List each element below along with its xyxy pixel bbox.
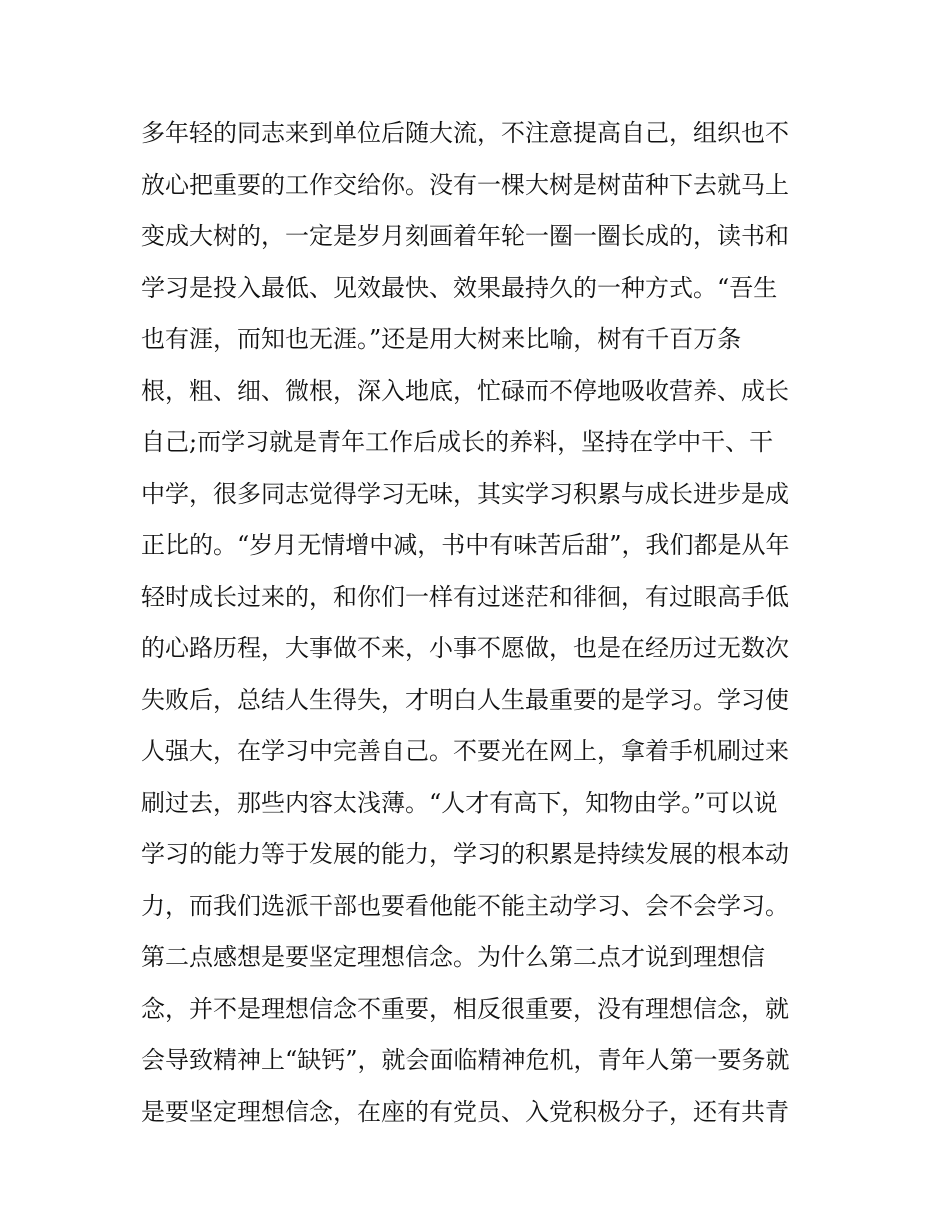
text-line: 的心路历程，大事做不来，小事不愿做，也是在经历过无数次 [141,634,789,662]
text-line: 是要坚定理想信念，在座的有党员、入党积极分子，还有共青 [141,1097,789,1126]
text-line: 自己;而学习就是青年工作后成长的养料，坚持在学中干、干 [141,428,774,456]
text-line: 中学，很多同志觉得学习无味，其实学习积累与成长进步是成 [141,479,789,508]
text-line: 变成大树的，一定是岁月刻画着年轮一圈一圈长成的，读书和 [141,222,789,250]
text-line: 放心把重要的工作交给你。没有一棵大树是树苗种下去就马上 [141,170,789,199]
text-line: 正比的。“岁月无情增中减，书中有味苦后甜”，我们都是从年 [141,531,790,559]
text-line: 念，并不是理想信念不重要，相反很重要，没有理想信念，就 [141,994,789,1023]
text-line: 轻时成长过来的，和你们一样有过迷茫和徘徊，有过眼高手低 [141,582,789,611]
text-line: 多年轻的同志来到单位后随大流，不注意提高自己，组织也不 [141,119,789,147]
text-line: 人强大，在学习中完善自己。不要光在网上，拿着手机刷过来 [141,737,789,765]
body-text [141,108,831,1138]
text-line: 力，而我们选派干部也要看他能不能主动学习、会不会学习。 [141,891,789,920]
text-line: 学习的能力等于发展的能力，学习的积累是持续发展的根本动 [141,840,789,868]
text-line: 根，粗、细、微根，深入地底，忙碌而不停地吸收营养、成长 [141,376,789,405]
text-line: 失败后，总结人生得失，才明白人生最重要的是学习。学习使 [141,685,789,714]
text-line: 刷过去，那些内容太浅薄。“人才有高下，知物由学。”可以说 [141,788,778,817]
text-line: 学习是投入最低、见效最快、效果最持久的一种方式。“吾生 [141,273,778,302]
text-line: 会导致精神上“缺钙”，就会面临精神危机，青年人第一要务就 [141,1046,790,1074]
text-line: 第二点感想是要坚定理想信念。为什么第二点才说到理想信 [141,943,765,971]
text-line: 也有涯，而知也无涯。”还是用大树来比喻，树有千百万条 [141,325,742,353]
